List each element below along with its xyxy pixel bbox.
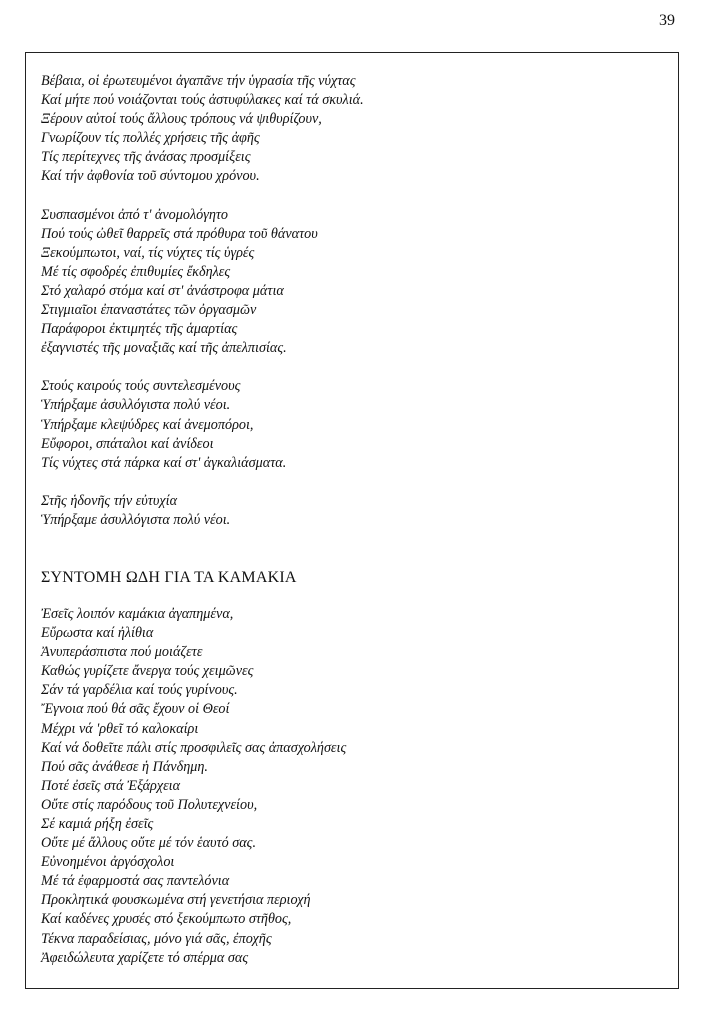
verse-line: Οὔτε μέ ἄλλους οὔτε μέ τόν ἑαυτό σας. (41, 835, 256, 852)
verse-line: Μέ τά ἐφαρμοστά σας παντελόνια (41, 873, 230, 890)
poem-content (41, 72, 668, 987)
verse-line: Καί νά δοθεῖτε πάλι στίς προσφιλεῖς σας ἀπασχολήσεις (41, 739, 347, 756)
verse-line: Ἔγνοια πού θά σᾶς ἔχουν οἱ Θεοί (41, 701, 230, 718)
poem-part-2 (41, 605, 668, 968)
verse-line: Στό χαλαρό στόμα καί στ' ἀνάστροφα μάτια (41, 282, 284, 299)
verse-line: Ἐσεῖς λοιπόν καμάκια ἀγαπημένα, (41, 605, 234, 622)
verse-line: Τίς νύχτες στά πάρκα καί στ' ἀγκαλιάσματα. (41, 454, 287, 471)
verse-line: Καθώς γυρίζετε ἄνεργα τούς χειμῶνες (41, 663, 254, 680)
verse-line: Ἀνυπεράσπιστα πού μοιάζετε (41, 644, 203, 661)
verse-line: Καί τήν ἀφθονία τοῦ σύντομου χρόνου. (41, 168, 260, 185)
verse-line: Μέχρι νά 'ρθεῖ τό καλοκαίρι (41, 720, 199, 737)
verse-line: Ὑπήρξαμε ἀσυλλόγιστα πολύ νέοι. (41, 511, 231, 528)
poem-part-1 (41, 72, 668, 530)
verse-line: Καί μήτε πού νοιάζονται τούς ἀστυφύλακες καί τά σκυλιά. (41, 92, 364, 109)
page-number: 39 (659, 12, 675, 29)
verse-line: Σέ καμιά ρήξη ἐσεῖς (41, 816, 154, 832)
verse-line: ἐξαγνιστές τῆς μοναξιᾶς καί τῆς ἀπελπισίας. (41, 340, 287, 357)
stanza (41, 492, 668, 530)
verse-line: Οὔτε στίς παρόδους τοῦ Πολυτεχνείου, (41, 796, 258, 813)
verse-line: Στούς καιρούς τούς συντελεσμένους (41, 378, 241, 395)
stanza (41, 605, 668, 968)
verse-line: Τέκνα παραδείσιας, μόνο γιά σᾶς, ἐποχῆς (41, 930, 272, 947)
stanza (41, 206, 668, 359)
verse-line: Ὑπήρξαμε ἀσυλλόγιστα πολύ νέοι. (41, 397, 231, 414)
section-title: ΣΥΝΤΟΜΗ ΩΔΗ ΓΙΑ ΤΑ ΚΑΜΑΚΙΑ (41, 568, 297, 586)
verse-line: Μέ τίς σφοδρές ἐπιθυμίες ἔκδηλες (41, 263, 231, 280)
verse-line: Σάν τά γαρδέλια καί τούς γυρίνους. (41, 682, 238, 699)
verse-line: Στῆς ἡδονῆς τήν εὐτυχία (41, 492, 178, 509)
verse-line: Ἀφειδώλευτα χαρίζετε τό σπέρμα σας (41, 949, 249, 966)
stanza (41, 377, 668, 472)
verse-line: Εὔρωστα καί ἠλίθια (41, 625, 154, 642)
verse-line: Προκλητικά φουσκωμένα στή γενετήσια περιοχή (41, 892, 311, 909)
verse-line: Βέβαια, οἱ ἐρωτευμένοι ἀγαπᾶνε τήν ὑγρασία τῆς νύχτας (41, 73, 356, 89)
verse-line: Παράφοροι ἐκτιμητές τῆς ἁμαρτίας (41, 321, 238, 338)
verse-line: Ποτέ ἐσεῖς στά Ἐξάρχεια (41, 777, 181, 794)
verse-line: Ὑπήρξαμε κλεψύδρες καί ἀνεμοπόροι, (41, 416, 254, 433)
verse-line: Πού τούς ὠθεῖ θαρρεῖς στά πρόθυρα τοῦ θάνατου (41, 225, 318, 242)
verse-line: Εὐνοημένοι ἀργόσχολοι (41, 854, 175, 871)
verse-line: Πού σᾶς ἀνάθεσε ἡ Πάνδημη. (41, 758, 208, 775)
verse-line: Στιγμιαῖοι ἐπαναστάτες τῶν ὀργασμῶν (41, 302, 257, 319)
poem-frame (25, 52, 679, 989)
stanza (41, 72, 668, 187)
verse-line: Καί καδένες χρυσές στό ξεκούμπωτο στῆθος, (41, 911, 292, 928)
verse-line: Συσπασμένοι ἀπό τ' ἀνομολόγητο (41, 206, 229, 223)
verse-line: Γνωρίζουν τίς πολλές χρήσεις τῆς ἀφῆς (41, 130, 260, 147)
verse-line: Ξεκούμπωτοι, ναί, τίς νύχτες τίς ὑγρές (41, 244, 255, 261)
verse-line: Ξέρουν αὐτοί τούς ἄλλους τρόπους νά ψιθυρίζουν, (41, 111, 322, 128)
verse-line: Τίς περίτεχνες τῆς ἀνάσας προσμίξεις (41, 149, 251, 166)
verse-line: Εὔφοροι, σπάταλοι καί ἀνίδεοι (41, 435, 214, 452)
